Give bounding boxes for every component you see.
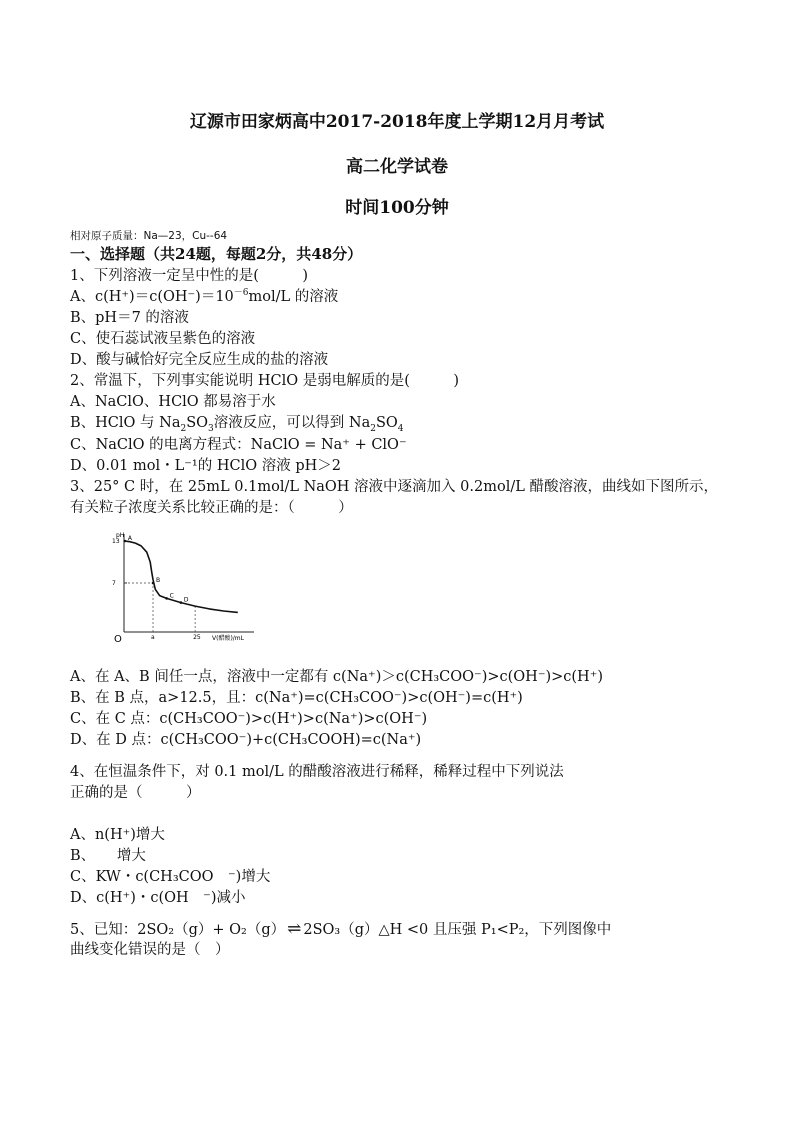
y-tick-label: 13 <box>112 538 120 545</box>
q3-stem-line1: 3、25° C 时，在 25mL 0.1mol/L NaOH 溶液中逐滴加入 0.2mol/L 醋酸溶液，曲线如下图所示， <box>70 479 718 495</box>
q4-option-d: D、c(H⁺)・c(OH ⁻)减小 <box>70 890 246 906</box>
y-axis-label: pH <box>116 532 125 539</box>
point-label-c: C <box>169 592 174 600</box>
q3-option-b: B、在 B 点，a>12.5，且：c(Na⁺)=c(CH₃COO⁻)>c(OH⁻)=c(H⁺) <box>70 690 523 706</box>
q1-option-c: C、使石蕊试液呈紫色的溶液 <box>70 331 256 347</box>
q2-b-sub4: 4 <box>397 423 404 434</box>
q3-option-d: D、在 D 点：c(CH₃COO⁻)+c(CH₃COOH)=c(Na⁺) <box>70 732 422 748</box>
exam-title: 辽源市田家炳高中2017-2018年度上学期12月月考试 <box>189 112 605 132</box>
q2-stem: 2、常温下，下列事实能说明 HClO 是弱电解质的是( ) <box>70 373 460 389</box>
q2-b-part4: SO <box>375 415 398 431</box>
q4-stem-line2: 正确的是（ ） <box>70 785 201 801</box>
q5-stem-line1 <box>70 920 611 939</box>
q3-option-a: A、在 A、B 间任一点，溶液中一定都有 c(Na⁺)＞c(CH₃COO⁻)>c(OH⁻)>c(H⁺) <box>70 669 604 685</box>
y-tick-label: 7 <box>112 580 116 587</box>
q4-option-a: A、n(H⁺)增大 <box>70 827 165 843</box>
q5-stem-line2: 曲线变化错误的是（ ） <box>70 942 230 958</box>
q2-b-part3: 溶液反应，可以得到 Na <box>213 415 371 431</box>
q1-stem: 1、下列溶液一定呈中性的是( ) <box>70 268 309 284</box>
q5-stem-part1: 5、已知：2SO₂（g）+ O₂（g） <box>70 922 286 938</box>
exam-time: 时间100分钟 <box>345 198 449 218</box>
curve-point-c <box>165 597 168 600</box>
q4-stem-line1: 4、在恒温条件下，对 0.1 mol/L 的醋酸溶液进行稀释，稀释过程中下列说法 <box>70 764 564 780</box>
q4-option-c: C、KW・c(CH₃COO ⁻)增大 <box>70 869 271 885</box>
section-heading: 一、选择题（共24题，每题2分，共48分） <box>70 245 363 263</box>
exam-subtitle: 高二化学试卷 <box>346 157 448 177</box>
q1-a-post: mol/L 的溶液 <box>248 289 339 305</box>
x-tick-label: 25 <box>193 634 201 641</box>
point-label-b: B <box>156 577 161 584</box>
q3-option-c: C、在 C 点：c(CH₃COO⁻)>c(H⁺)>c(Na⁺)>c(OH⁻) <box>70 711 428 727</box>
q1-a-exp: －6 <box>233 288 249 299</box>
point-label-d: D <box>183 596 189 604</box>
q1-option-d: D、酸与碱恰好完全反应生成的盐的溶液 <box>70 352 329 368</box>
atomic-mass-note: 相对原子质量：Na—23，Cu--64 <box>70 230 228 242</box>
q1-a-pre: A、c(H⁺)＝c(OH⁻)＝10 <box>70 289 234 305</box>
q3-stem-line2: 有关粒子浓度关系比较正确的是：（ ） <box>70 500 353 516</box>
equilibrium-arrow-icon: ⇌ <box>287 919 302 939</box>
q2-option-d: D、0.01 mol・L⁻¹的 HClO 溶液 pH＞2 <box>70 458 341 474</box>
q1-option-b: B、pH＝7 的溶液 <box>70 310 189 326</box>
q2-b-part1: B、HClO 与 Na <box>70 415 181 431</box>
x-tick-label: a <box>151 634 155 641</box>
q2-b-part2: SO <box>186 415 209 431</box>
q2-b-sub2: 3 <box>208 423 214 434</box>
x-axis-label: V(醋酸)/mL <box>212 635 244 642</box>
q2-option-c: C、NaClO 的电离方程式：NaClO = Na⁺ + ClO⁻ <box>70 437 407 453</box>
q1-option-a <box>70 288 338 306</box>
curve-point-b <box>152 582 155 585</box>
q2-option-b <box>70 414 404 432</box>
q2-b-sub1: 2 <box>180 423 187 434</box>
point-label-a: A <box>127 535 132 542</box>
curve-point-d <box>180 601 183 604</box>
titration-curve-chart <box>112 530 257 645</box>
q5-stem-part2: 2SO₃（g）△H <0 且压强 P₁<P₂，下列图像中 <box>303 922 612 938</box>
curve-point-a <box>124 540 127 543</box>
q2-option-a: A、NaClO、HClO 都易溶于水 <box>70 394 276 410</box>
q4-option-b: B、 增大 <box>70 848 146 864</box>
q2-b-sub3: 2 <box>370 423 376 434</box>
origin-label: O <box>114 634 122 645</box>
